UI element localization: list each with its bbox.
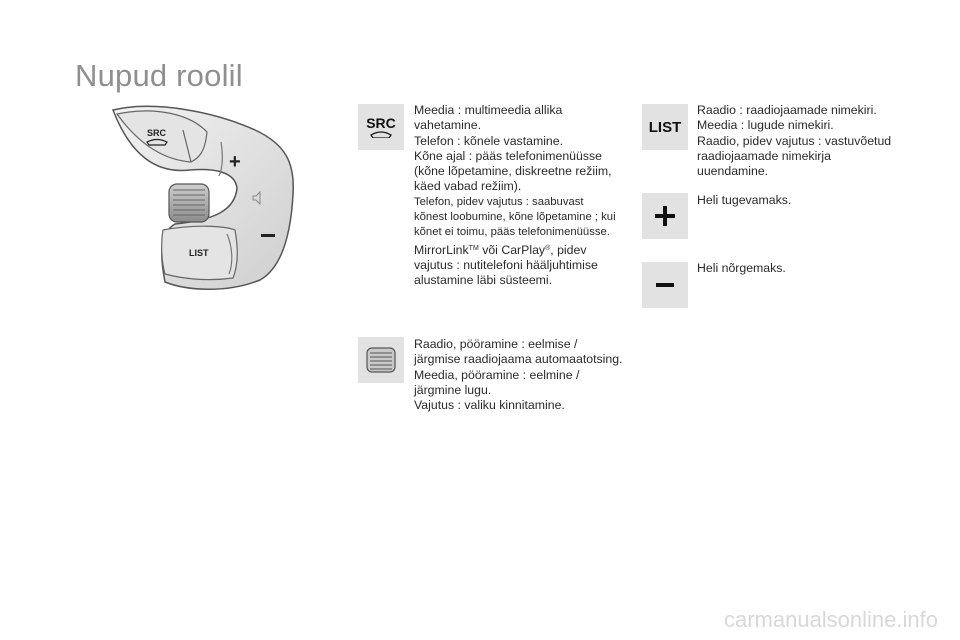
plus-icon — [653, 204, 677, 228]
list-desc-line: Raadio : raadiojaamade nimekiri. — [697, 103, 877, 117]
src-desc-line: kõnet ei toimu, pääs telefonimenüüsse. — [414, 226, 610, 239]
scroll-wheel-shape — [169, 184, 209, 222]
list-label: LIST — [189, 248, 209, 258]
src-desc-line: Telefon : kõnele vastamine. — [414, 133, 564, 148]
carplay-text: või CarPlay — [478, 242, 546, 257]
plus-desc-line: Heli tugevamaks. — [697, 193, 792, 207]
src-desc-line: (kõne lõpetamine, diskreetne režiim, — [414, 164, 612, 179]
minus-symbol — [261, 234, 275, 237]
wheel-desc-line: Raadio, pööramine : eelmise / — [414, 337, 578, 351]
src-desc-line: Kõne ajal : pääs telefonimenüüsse — [414, 148, 602, 163]
list-desc-line: Raadio, pidev vajutus : vastuvõetud — [697, 133, 892, 148]
src-desc-line: Meedia : multimeedia allika — [414, 103, 563, 117]
src-description — [414, 103, 616, 289]
src-icon-label: SRC — [366, 115, 396, 131]
volume-down-description — [697, 261, 786, 276]
mirrorlink-text: MirrorLink — [414, 242, 469, 257]
registered-mark: ® — [545, 244, 551, 252]
long-press-text: , pidev — [550, 242, 587, 257]
src-desc-line: vahetamine. — [414, 118, 481, 133]
wheel-desc-line: järgmise raadiojaama automaatotsing. — [414, 352, 623, 367]
list-desc-line: raadiojaamade nimekirja — [697, 148, 831, 163]
list-button-icon — [642, 104, 688, 150]
mirrorlink-carplay-line — [414, 241, 616, 258]
watermark: carmanualsonline.info — [723, 607, 938, 632]
src-desc-line: kõnest loobumine, kõne lõpetamine ; kui — [414, 211, 616, 224]
src-desc-line: alustamine läbi süsteemi. — [414, 273, 553, 288]
page-title: Nupud roolil — [75, 58, 243, 93]
wheel-desc-line: järgmine lugu. — [414, 382, 492, 397]
scroll-wheel-icon — [358, 337, 404, 383]
phone-icon — [370, 130, 392, 138]
list-desc-line: uuendamine. — [697, 164, 769, 179]
wheel-desc-line: Vajutus : valiku kinnitamine. — [414, 398, 565, 413]
src-button-icon — [358, 104, 404, 150]
src-desc-line: käed vabad režiim). — [414, 179, 522, 194]
steering-wheel-controls-illustration — [95, 102, 315, 292]
plus-symbol: + — [229, 151, 241, 173]
list-description — [697, 103, 891, 179]
src-desc-line: Telefon, pidev vajutus : saabuvast — [414, 195, 584, 208]
thumbwheel-icon — [365, 344, 397, 376]
list-icon-label: LIST — [648, 118, 682, 136]
minus-icon — [653, 273, 677, 297]
src-label: SRC — [147, 128, 167, 138]
scroll-wheel-description — [414, 337, 622, 413]
volume-down-icon — [642, 262, 688, 308]
minus-desc-line: Heli nõrgemaks. — [697, 261, 786, 275]
src-desc-line: vajutus : nutitelefoni hääljuhtimise — [414, 257, 598, 272]
list-desc-line: Meedia : lugude nimekiri. — [697, 118, 834, 133]
volume-up-icon — [642, 193, 688, 239]
volume-up-description — [697, 193, 791, 208]
trademark-mark: TM — [468, 244, 479, 252]
wheel-desc-line: Meedia, pööramine : eelmine / — [414, 367, 580, 382]
